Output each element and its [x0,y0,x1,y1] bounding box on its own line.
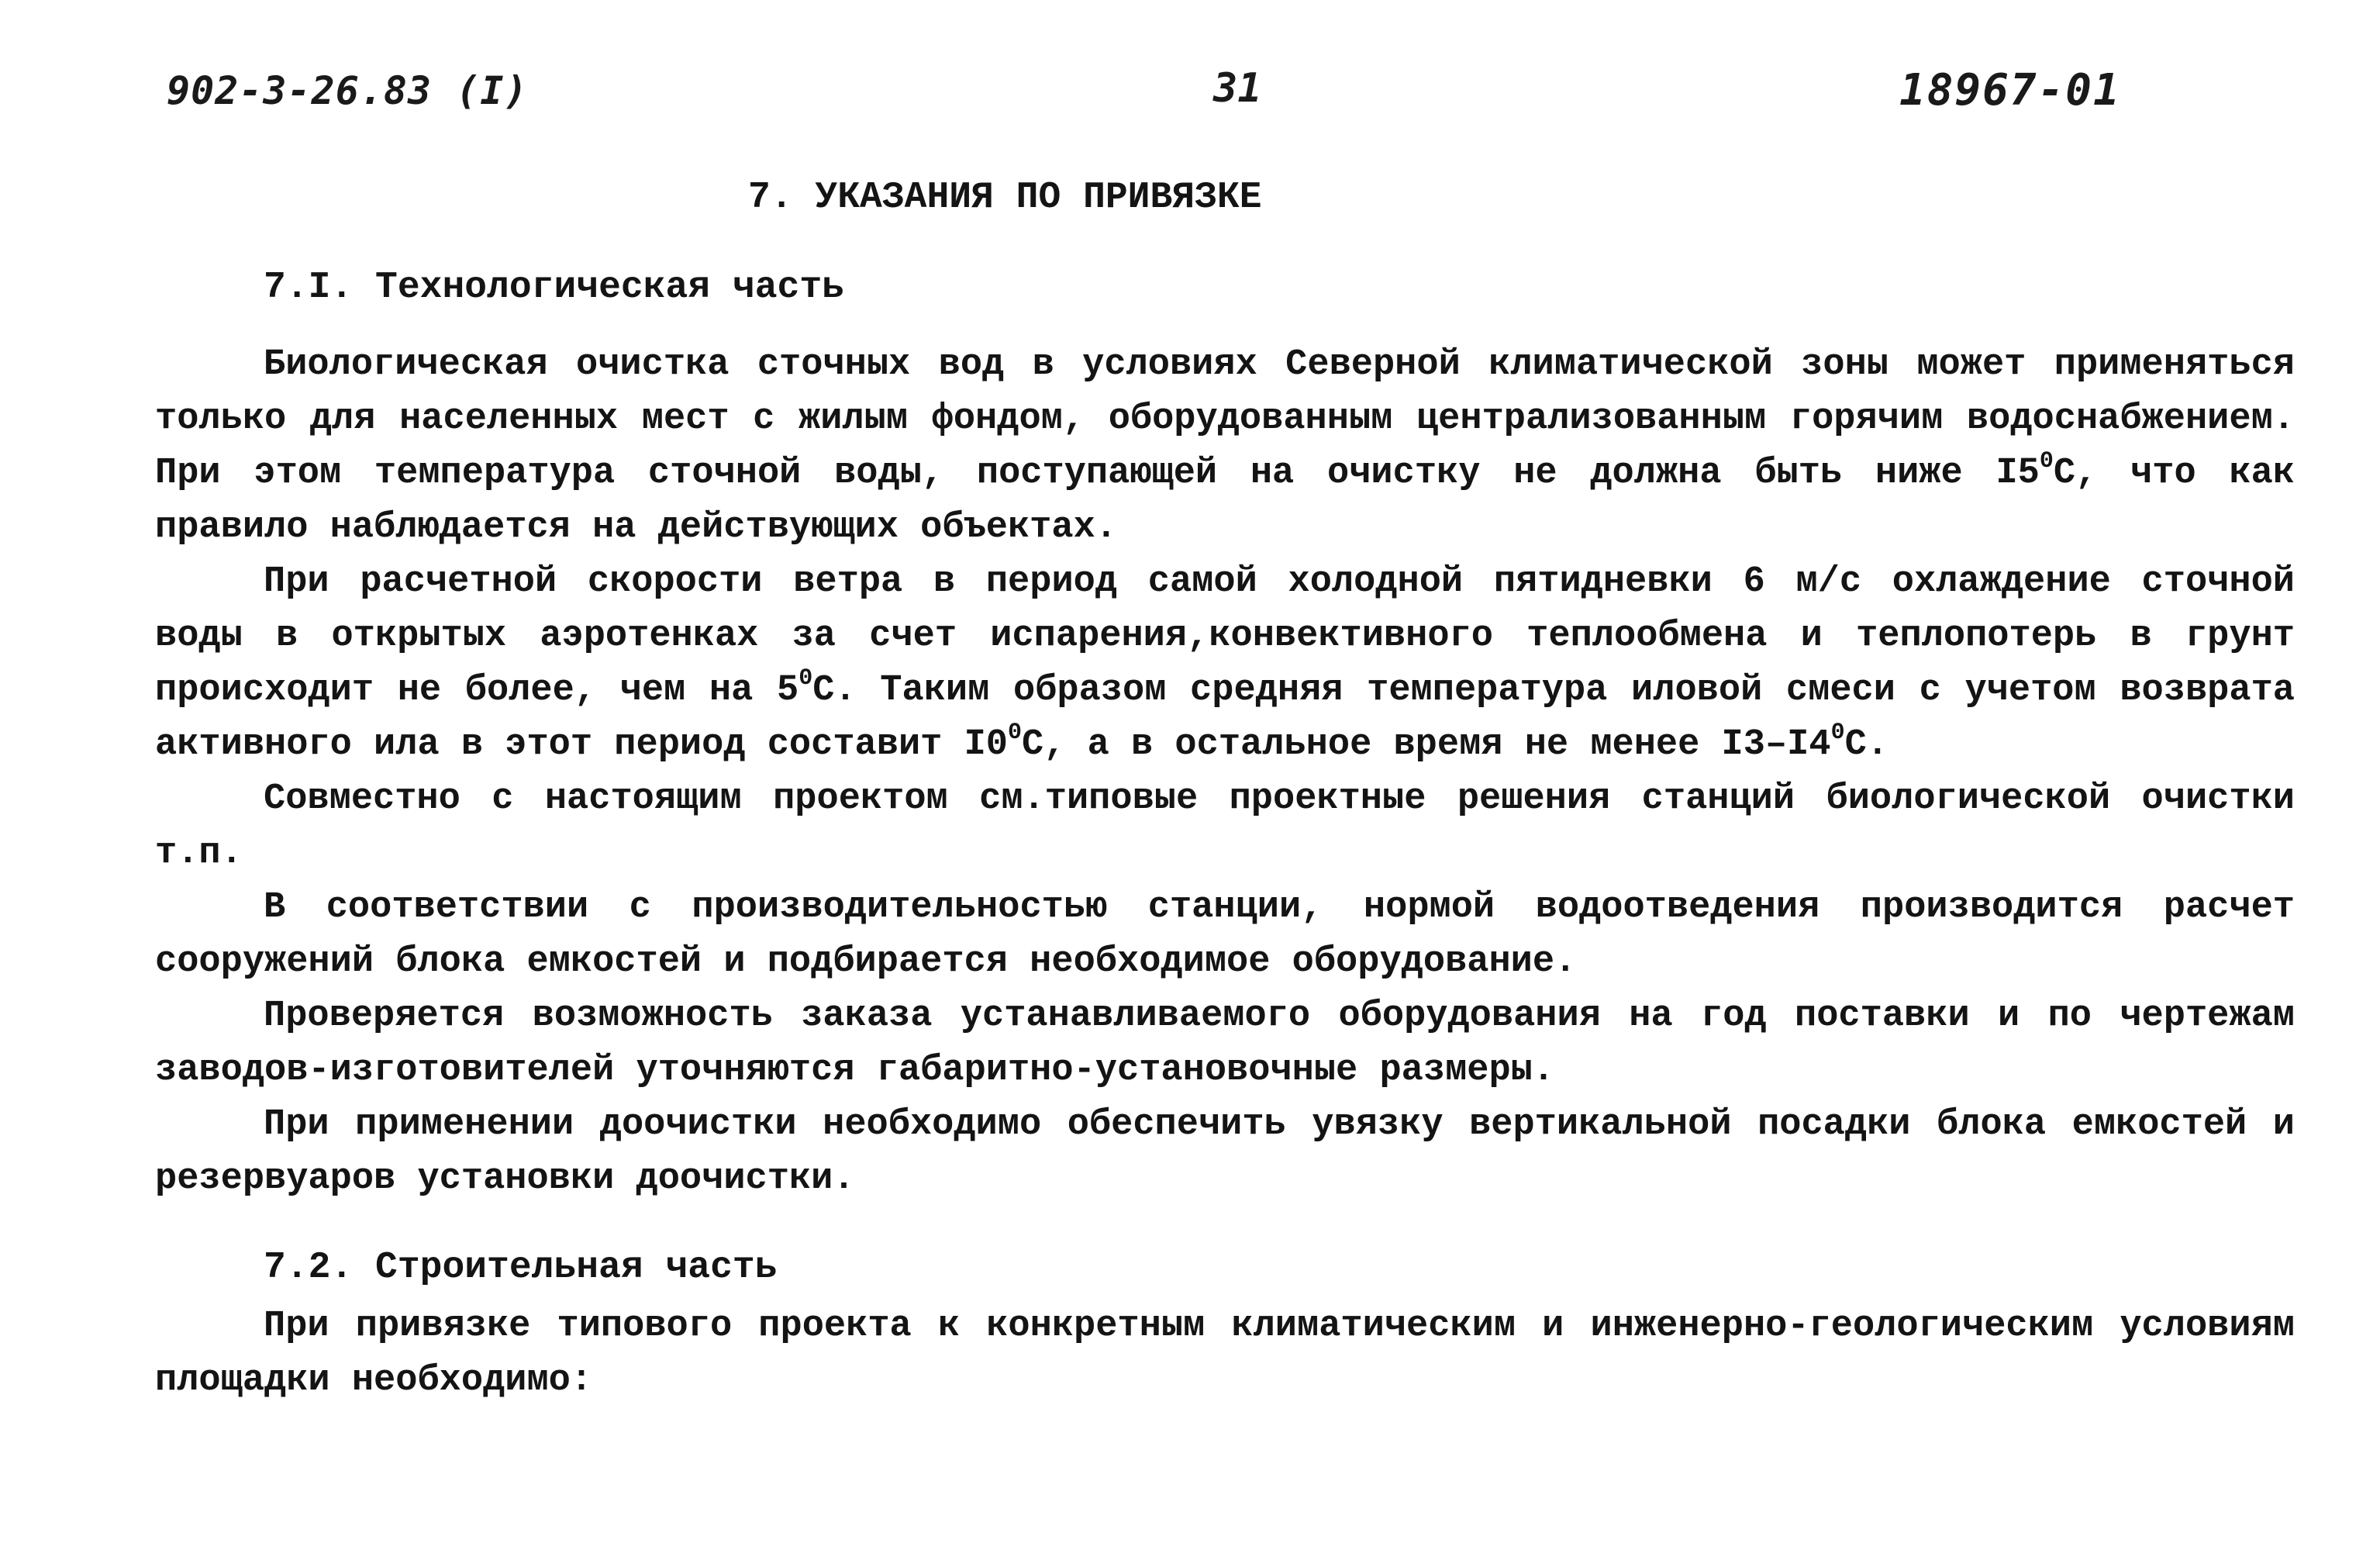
subsection-title-technological: 7.I. Технологическая часть [264,267,844,309]
degree-sign: 0 [799,665,813,692]
construction-body [155,1300,2295,1408]
paragraph-wind-cooling: При расчетной скорости ветра в период самой холодной пятидневки 6 м/с охлаждение сточной воды в открытых аэротенках за счет испарения,конвективного теплообмена и теплопотерь в грунт происходит не более, чем на $5^0С$. Таким образом средняя температура иловой смеси с учетом возврата активного ила в этот период составит $I0^0С$, а в остальное время не менее $I3-I4^0С$. [155,561,2295,765]
degree-sign: 0 [1007,720,1022,746]
subsection-title-construction: 7.2. Строительная часть [264,1247,778,1289]
page-number: 31 [1213,65,1262,112]
paragraph-joint-project: Совместно с настоящим проектом см.типовые проектные решения станций биологической очистки т.п. [155,778,2295,874]
degree-sign: 0 [1830,720,1845,746]
inventory-number: 18967-01 [1899,65,2121,116]
paragraph-post-treatment: При применении доочистки необходимо обеспечить увязку вертикальной посадки блока емкостей и резервуаров установки доочистки. [155,1104,2295,1200]
technological-body [155,338,2295,1207]
degree-sign: 0 [2039,448,2054,475]
paragraph-equipment-order: Проверяется возможность заказа устанавливаемого оборудования на год поставки и по чертежам заводов-изготовителей уточняются габаритно-установочные размеры. [155,996,2295,1091]
paragraph-biological-treatment: Биологическая очистка сточных вод в условиях Северной климатической зоны может применяться только для населенных мест с жилым фондом, оборудованным централизованным горячим водоснабжением. При этом температура сточной воды, поступающей на очистку не должна быть ниже $I5^0С$, что как правило наблюдается на действующих объектах. [155,344,2295,548]
paragraph-site-binding: При привязке типового проекта к конкретным климатическим и инженерно-геологическим условиям площадки необходимо: [155,1306,2295,1401]
section-title: 7. УКАЗАНИЯ ПО ПРИВЯЗКЕ [748,177,1262,219]
document-code: 902-3-26.83 (I) [167,68,529,113]
paragraph-capacity-calculation: В соответствии с производительностью станции, нормой водоотведения производится расчет сооружений блока емкостей и подбирается необходимое оборудование. [155,887,2295,982]
